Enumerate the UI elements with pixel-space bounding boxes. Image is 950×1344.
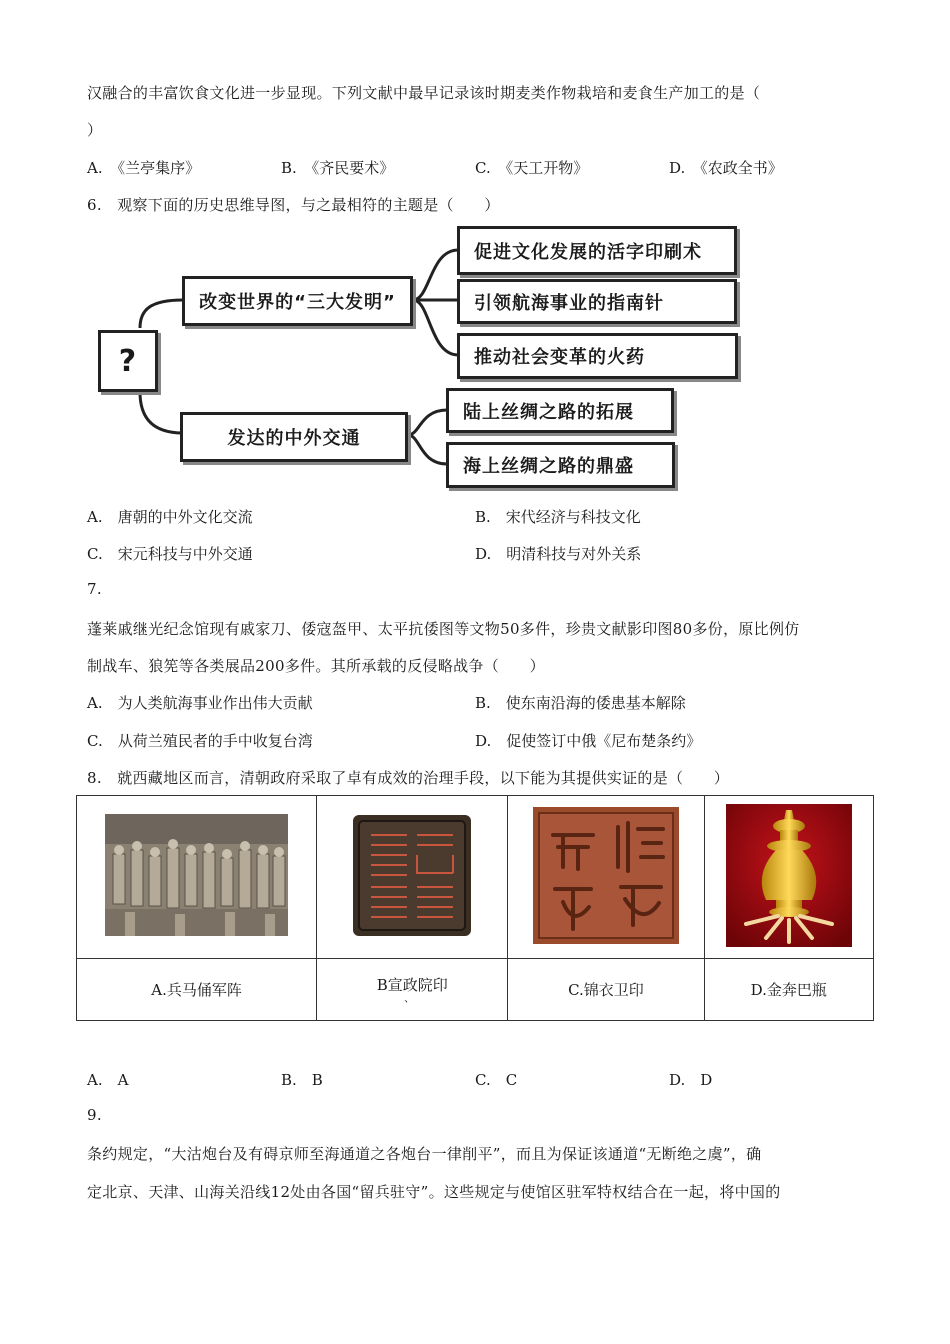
caption-b-cell [317, 959, 508, 1021]
q7-option-d: D. 促使签订中俄《尼布楚条约》 [475, 732, 702, 750]
q8-stem: 8. 就西藏地区而言，清朝政府采取了卓有成效的治理手段，以下能为其提供实证的是（ ） [87, 769, 730, 787]
cell-jinyiwei-seal [508, 796, 704, 959]
xuanzheng-seal-image [351, 813, 473, 938]
caption-b-mark: 、 [404, 994, 415, 1005]
q5-stem-line1: 汉融合的丰富饮食文化进一步显现。下列文献中最早记录该时期麦类作物栽培和麦食生产加工的是（ [87, 84, 761, 102]
golden-urn-image [726, 804, 852, 947]
q5-option-c: C. 《天工开物》 [475, 159, 589, 177]
caption-b: B宣政院印 [376, 976, 448, 994]
cell-xuanzheng-seal [317, 796, 508, 959]
q8-option-c: C. C [475, 1071, 518, 1089]
mindmap-branch-traffic: 发达的中外交通 [180, 412, 408, 462]
q9-stem-line2: 定北京、天津、山海关沿线12处由各国“留兵驻守”。这些规定与使馆区驻军特权结合在一起，将中国的 [87, 1183, 781, 1201]
q8-option-d: D. D [669, 1071, 713, 1089]
q7-number: 7. [87, 580, 102, 598]
q8-option-b: B. B [281, 1071, 323, 1089]
q6-option-b: B. 宋代经济与科技文化 [475, 508, 641, 526]
mindmap-leaf-compass: 引领航海事业的指南针 [457, 279, 737, 324]
q9-number: 9. [87, 1106, 102, 1124]
q6-option-c: C. 宋元科技与中外交通 [87, 545, 253, 563]
mindmap-leaf-sea-silk-road: 海上丝绸之路的鼎盛 [446, 442, 675, 488]
q6-option-d: D. 明清科技与对外关系 [475, 545, 642, 563]
q7-option-a: A. 为人类航海事业作出伟大贡献 [87, 694, 313, 712]
mindmap-leaf-land-silk-road: 陆上丝绸之路的拓展 [446, 388, 674, 433]
q7-option-c: C. 从荷兰殖民者的手中收复台湾 [87, 732, 313, 750]
caption-c: C.锦衣卫印 [508, 959, 704, 1021]
mindmap-leaf-gunpowder: 推动社会变革的火药 [457, 333, 738, 379]
q5-stem-line2: ） [87, 121, 103, 139]
q7-stem-line2: 制战车、狼筅等各类展品200多件。其所承载的反侵略战争（ ） [87, 657, 545, 675]
q6-option-a: A. 唐朝的中外文化交流 [87, 508, 253, 526]
q8-option-a: A. A [87, 1071, 129, 1089]
q8-image-table [76, 795, 874, 1021]
q5-option-d: D. 《农政全书》 [669, 159, 783, 177]
mindmap-root-question: ? [98, 330, 158, 392]
q5-option-b: B. 《齐民要术》 [281, 159, 395, 177]
cell-golden-urn [704, 796, 873, 959]
q7-option-b: B. 使东南沿海的倭患基本解除 [475, 694, 686, 712]
terracotta-army-image [105, 814, 288, 936]
q9-stem-line1: 条约规定，“大沽炮台及有碍京师至海通道之各炮台一律削平”，而且为保证该通道“无断绝之虞”，确 [87, 1145, 762, 1163]
jinyiwei-seal-image [533, 807, 679, 944]
cell-terracotta [77, 796, 317, 959]
q7-stem-line1: 蓬莱戚继光纪念馆现有戚家刀、倭寇盔甲、太平抗倭图等文物50多件，珍贵文献影印图80多份，原比例仿 [87, 620, 800, 638]
caption-d: D.金奔巴瓶 [704, 959, 873, 1021]
caption-a: A.兵马俑军阵 [77, 959, 317, 1021]
q5-option-a: A. 《兰亭集序》 [87, 159, 201, 177]
q6-stem: 6. 观察下面的历史思维导图，与之最相符的主题是（ ） [87, 196, 500, 214]
mindmap-branch-inventions: 改变世界的“三大发明” [182, 276, 413, 326]
mindmap-leaf-printing: 促进文化发展的活字印刷术 [457, 226, 737, 275]
